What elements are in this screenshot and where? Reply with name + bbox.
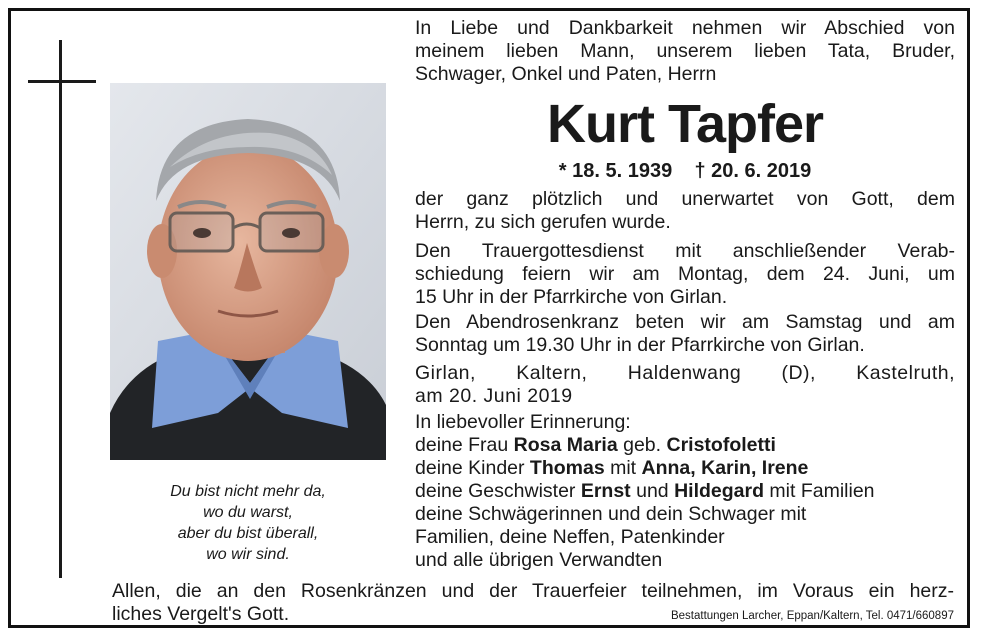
deceased-name: Kurt Tapfer (546, 94, 823, 154)
text-line: Den Trauergottesdienst mit anschließender Verab- (415, 240, 955, 262)
undertaker-credit: Bestattungen Larcher, Eppan/Kaltern, Tel. 0471/660897 (670, 610, 954, 622)
mourner-wife: deine Frau Rosa Maria geb. Cristofoletti (415, 434, 776, 456)
intro-line: In Liebe und Dankbarkeit nehmen wir Abschied von (415, 17, 955, 39)
place-date (415, 362, 955, 408)
text-line: Girlan, Kaltern, Haldenwang (D), Kastelruth, (415, 362, 955, 384)
mourner-siblings: deine Geschwister Ernst und Hildegard mit Familien (415, 480, 875, 502)
text-line: 15 Uhr in der Pfarrkirche von Girlan. (415, 286, 728, 308)
paragraph-funeral (415, 240, 955, 309)
life-dates (415, 158, 955, 184)
mourners-heading: In liebevoller Erinnerung: (415, 411, 631, 433)
mourner-family: Familien, deine Neffen, Patenkinder (415, 526, 725, 548)
intro-line: Schwager, Onkel und Paten, Herrn (415, 63, 717, 85)
intro-text (415, 17, 955, 86)
text-line: Allen, die an den Rosenkränzen und der Trauerfeier teilnehmen, im Voraus ein herz- (112, 580, 954, 602)
mourner-relatives: und alle übrigen Verwandten (415, 549, 663, 571)
birth-date: * 18. 5. 1939 (558, 160, 673, 182)
text-line: schiedung feiern wir am Montag, dem 24. Juni, um (415, 263, 955, 285)
quote-line: wo wir sind. (206, 546, 290, 563)
cross-icon-bar (28, 80, 96, 83)
quote-line: Du bist nicht mehr da, (170, 483, 326, 500)
text-line: am 20. Juni 2019 (415, 385, 573, 407)
cross-icon (59, 40, 62, 578)
death-date: † 20. 6. 2019 (694, 160, 812, 182)
text-line: der ganz plötzlich und unerwartet von Gott, dem (415, 188, 955, 210)
memorial-quote (110, 481, 386, 565)
intro-line: meinem lieben Mann, unserem lieben Tata, Bruder, (415, 40, 955, 62)
portrait-photo (110, 83, 386, 460)
text-line: Sonntag um 19.30 Uhr in der Pfarrkirche von Girlan. (415, 334, 865, 356)
quote-line: wo du warst, (203, 504, 293, 521)
paragraph-death (415, 188, 955, 234)
text-line: Herrn, zu sich gerufen wurde. (415, 211, 671, 233)
paragraph-rosary (415, 311, 955, 357)
mourner-children: deine Kinder Thomas mit Anna, Karin, Irene (415, 457, 809, 479)
mourner-in-laws: deine Schwägerinnen und dein Schwager mit (415, 503, 807, 525)
mourners-list (415, 411, 955, 572)
text-line: Den Abendrosenkranz beten wir am Samstag und am (415, 311, 955, 333)
quote-line: aber du bist überall, (177, 525, 319, 542)
text-line: liches Vergelt's Gott. (112, 603, 290, 625)
